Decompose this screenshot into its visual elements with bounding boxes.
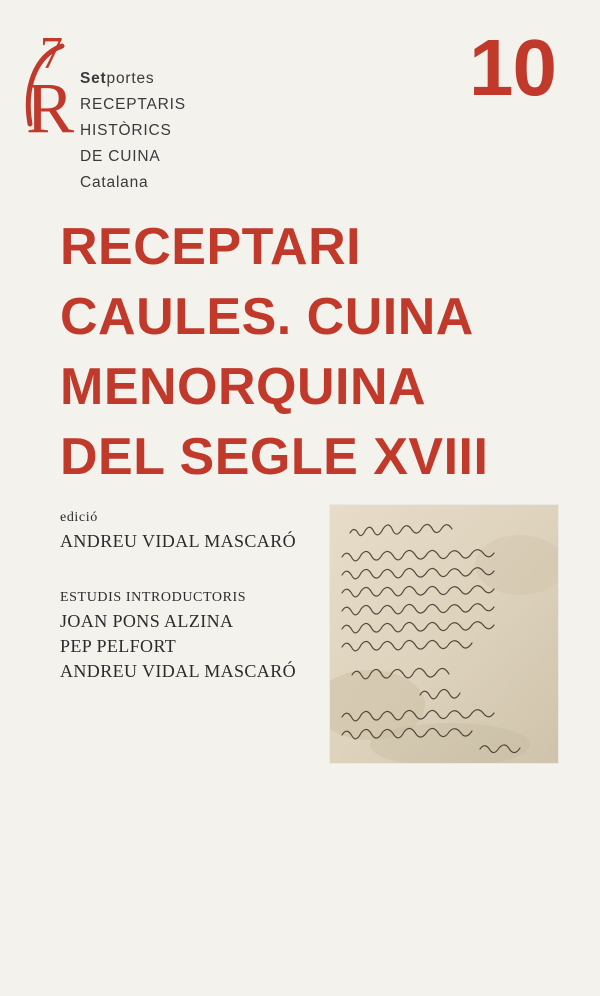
credits-block [60, 510, 320, 684]
studies-name-2: PEP PELFORT [60, 636, 177, 656]
publisher-logo [22, 27, 252, 196]
editor-label: edició [60, 510, 98, 525]
logo-line-2: RECEPTARIS [80, 96, 186, 113]
title-line-1: RECEPTARI [60, 218, 362, 276]
logo-line-3: HISTÒRICS [80, 122, 172, 139]
studies-name-1: JOAN PONS ALZINA [60, 611, 234, 631]
logo-wordmark [80, 66, 260, 196]
logo-line-5: Catalana [80, 174, 149, 191]
issue-number: 10 [469, 23, 556, 112]
editor-name: ANDREU VIDAL MASCARÓ [60, 531, 297, 551]
logo-line-1 [80, 66, 260, 92]
page-title [60, 212, 570, 492]
studies-name-3: ANDREU VIDAL MASCARÓ [60, 661, 297, 681]
manuscript-illustration [330, 505, 558, 763]
studies-label: ESTUDIS INTRODUCTORIS [60, 590, 247, 605]
logo-mark [22, 27, 75, 148]
logo-line-4: DE CUINA [80, 148, 161, 165]
editor-group [60, 510, 320, 554]
title-line-4: DEL SEGLE XVIII [60, 428, 489, 486]
logo-letter-r: R [26, 68, 75, 148]
studies-group [60, 590, 320, 684]
logo-number-seven: 7 [40, 27, 63, 78]
title-line-2: CAULES. CUINA [60, 288, 474, 346]
logo-line-1-strong: Set [80, 70, 107, 87]
logo-line-1-rest: portes [106, 70, 155, 87]
title-line-3: MENORQUINA [60, 358, 427, 416]
manuscript-image [330, 505, 558, 763]
